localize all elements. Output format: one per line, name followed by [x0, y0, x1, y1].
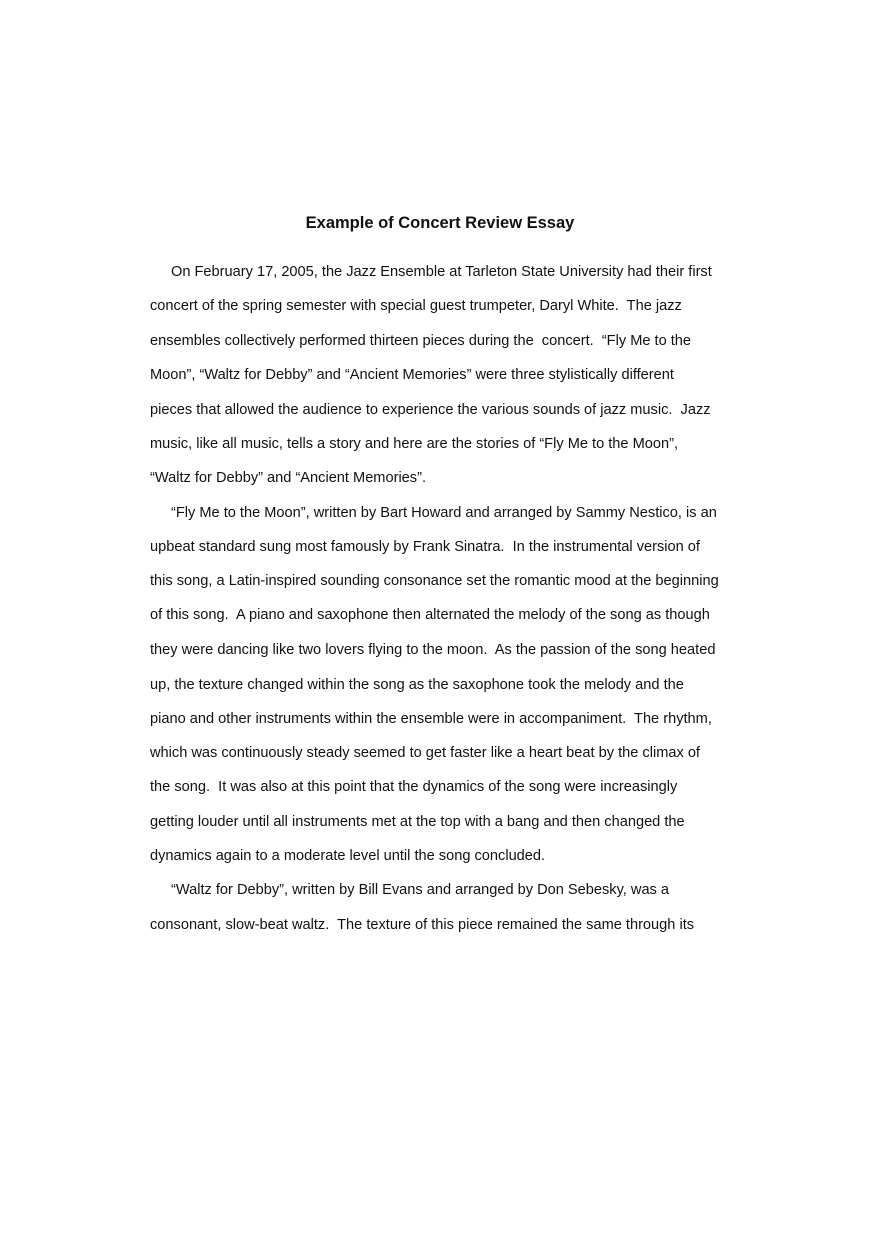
paragraph-2-line-8: which was continuously steady seemed to get faster like a heart beat by the climax of	[150, 745, 700, 761]
paragraph-1-line-4: Moon”, “Waltz for Debby” and “Ancient Memories” were three stylistically different	[150, 367, 674, 383]
paragraph-1-line-6: music, like all music, tells a story and here are the stories of “Fly Me to the Moon”,	[150, 436, 679, 452]
paragraph-2-line-7: piano and other instruments within the ensemble were in accompaniment. The rhythm,	[150, 711, 712, 727]
paragraph-2-line-9: the song. It was also at this point that the dynamics of the song were increasingly	[150, 779, 678, 795]
paragraph-2-line-1: “Fly Me to the Moon”, written by Bart Howard and arranged by Sammy Nestico, is an	[171, 505, 717, 521]
paragraph-3-line-1: “Waltz for Debby”, written by Bill Evans and arranged by Don Sebesky, was a	[171, 882, 670, 898]
paragraph-1-line-1: On February 17, 2005, the Jazz Ensemble at Tarleton State University had their first	[171, 264, 712, 280]
paragraph-2-line-6: up, the texture changed within the song as the saxophone took the melody and the	[150, 677, 684, 693]
essay-title: Example of Concert Review Essay	[305, 214, 575, 232]
paragraph-2-line-3: this song, a Latin-inspired sounding consonance set the romantic mood at the beginning	[150, 573, 719, 589]
paragraph-1-line-3: ensembles collectively performed thirteen pieces during the concert. “Fly Me to the	[150, 333, 692, 349]
paragraph-1-line-5: pieces that allowed the audience to experience the various sounds of jazz music. Jazz	[150, 402, 711, 418]
paragraph-2-line-4: of this song. A piano and saxophone then alternated the melody of the song as though	[150, 607, 710, 623]
paragraph-2-line-11: dynamics again to a moderate level until the song concluded.	[150, 848, 546, 864]
paragraph-2-line-5: they were dancing like two lovers flying to the moon. As the passion of the song heated	[150, 642, 716, 658]
paragraph-1-line-7: “Waltz for Debby” and “Ancient Memories”.	[150, 470, 427, 486]
paragraph-2-line-10: getting louder until all instruments met at the top with a bang and then changed the	[150, 814, 685, 830]
paragraph-2-line-2: upbeat standard sung most famously by Frank Sinatra. In the instrumental version of	[150, 539, 700, 555]
paragraph-1-line-2: concert of the spring semester with special guest trumpeter, Daryl White. The jazz	[150, 298, 682, 314]
paragraph-3-line-2: consonant, slow-beat waltz. The texture of this piece remained the same through its	[150, 917, 695, 933]
